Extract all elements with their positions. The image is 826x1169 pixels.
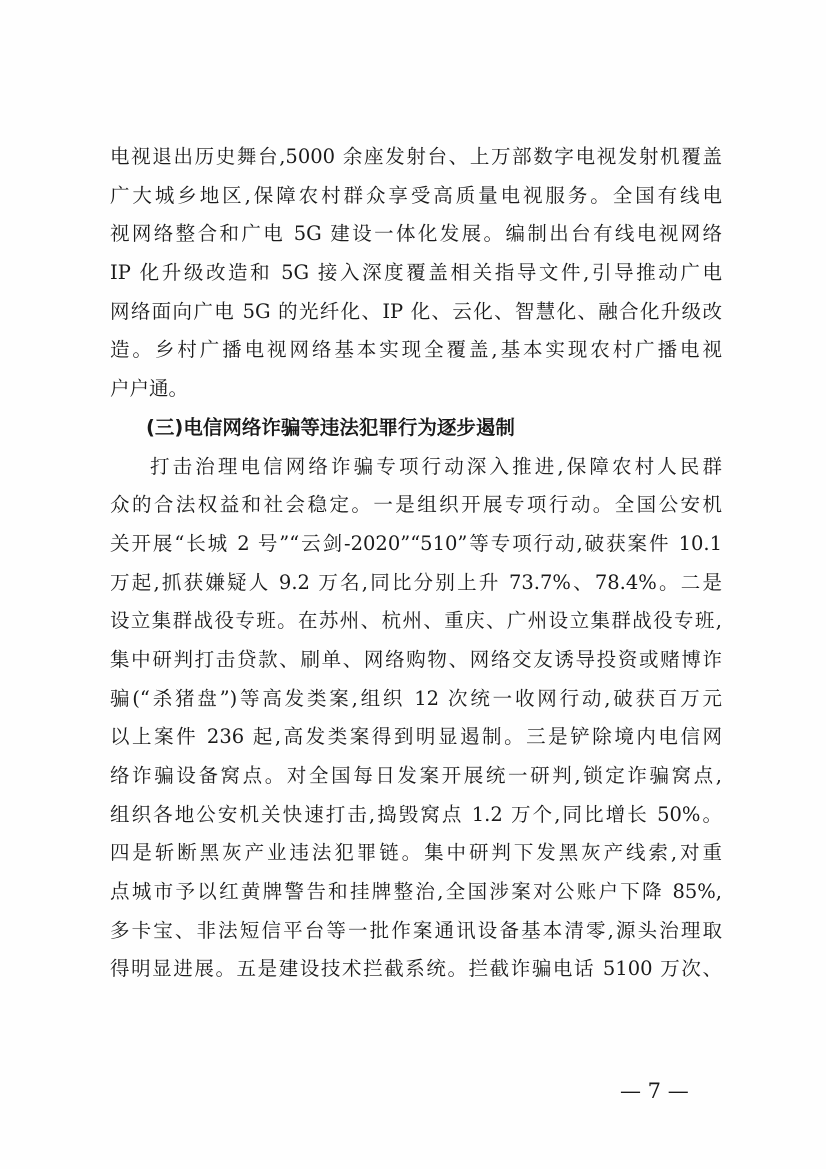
- text-line: 集中研判打击贷款、刷单、网络购物、网络交友诱导投资或赌博诈: [110, 647, 722, 671]
- text-line: 骗(“杀猪盘”)等高发类案,组织 12 次统一收网行动,破获百万元: [110, 686, 722, 710]
- page-body: [110, 138, 722, 989]
- text-line: 电视退出历史舞台,5000 余座发射台、上万部数字电视发射机覆盖: [110, 145, 722, 168]
- text-line: 众的合法权益和社会稳定。一是组织开展专项行动。全国公安机: [110, 493, 722, 517]
- paragraph-telecom-fraud: [110, 448, 722, 990]
- text-line: 四是斩断黑灰产业违法犯罪链。集中研判下发黑灰产线索,对重: [110, 841, 722, 865]
- text-line: 视网络整合和广电 5G 建设一体化发展。编制出台有线电视网络: [110, 222, 722, 246]
- text-line: 得明显进展。五是建设技术拦截系统。拦截诈骗电话 5100 万次、: [110, 957, 722, 981]
- text-line: 造。乡村广播电视网络基本实现全覆盖,基本实现农村广播电视: [110, 338, 722, 362]
- text-line: 网络面向广电 5G 的光纤化、IP 化、云化、智慧化、融合化升级改: [110, 299, 722, 323]
- page-number: — 7 —: [620, 1079, 689, 1103]
- text-line: 设立集群战役专班。在苏州、杭州、重庆、广州设立集群战役专班,: [110, 609, 722, 633]
- text-line: 户户通。: [110, 377, 189, 401]
- text-line: 络诈骗设备窝点。对全国每日发案开展统一研判,锁定诈骗窝点,: [110, 764, 722, 787]
- text-line: 多卡宝、非法短信平台等一批作案通讯设备基本清零,源头治理取: [110, 918, 722, 942]
- text-line: 打击治理电信网络诈骗专项行动深入推进,保障农村人民群: [150, 454, 722, 478]
- text-line: IP 化升级改造和 5G 接入深度覆盖相关指导文件,引导推动广电: [110, 261, 722, 285]
- text-line: 广大城乡地区,保障农村群众享受高质量电视服务。全国有线电: [110, 183, 722, 207]
- paragraph-broadcast-coverage: [110, 138, 722, 409]
- text-line: 万起,抓获嫌疑人 9.2 万名,同比分别上升 73.7%、78.4%。二是: [110, 570, 722, 594]
- text-line: 关开展“长城 2 号”“云剑-2020”“510”等专项行动,破获案件 10.1: [110, 531, 722, 555]
- text-line: 点城市予以红黄牌警告和挂牌整治,全国涉案对公账户下降 85%,: [110, 880, 722, 904]
- section-heading: (三)电信网络诈骗等违法犯罪行为逐步遏制: [146, 415, 515, 439]
- text-line: 以上案件 236 起,高发类案得到明显遏制。三是铲除境内电信网: [110, 725, 722, 749]
- text-line: 组织各地公安机关快速打击,捣毁窝点 1.2 万个,同比增长 50%。: [110, 802, 722, 826]
